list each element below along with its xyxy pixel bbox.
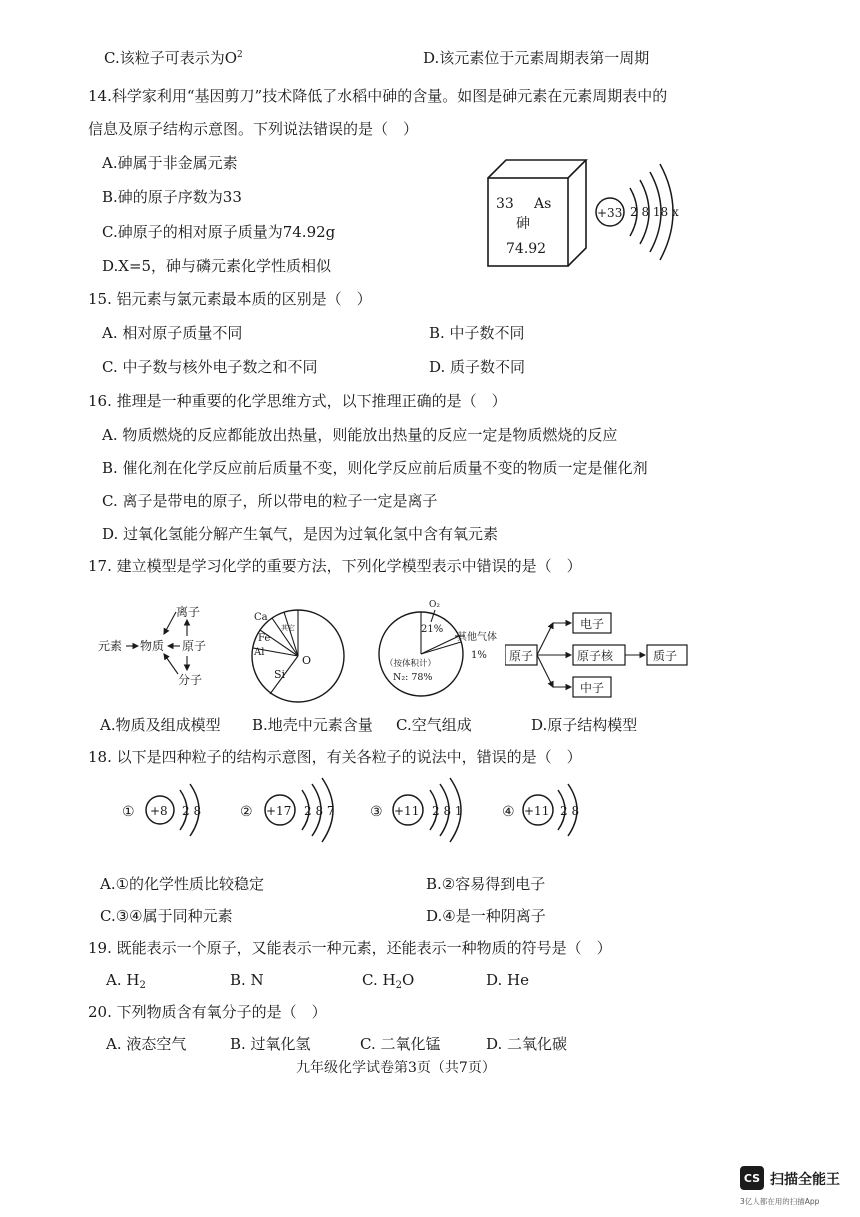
air-label-n2: N₂: 78% (393, 672, 433, 683)
air-label-other: 其他气体 (457, 632, 497, 643)
q20-option-a: A. 液态空气 (106, 1035, 187, 1053)
q14-stem-2: 信息及原子结构示意图。下列说法错误的是（ ） (88, 120, 419, 138)
q20-stem: 20. 下列物质含有氧分子的是（ ） (88, 1003, 327, 1021)
q15-option-c: C. 中子数与核外电子数之和不同 (102, 358, 318, 376)
camscanner-logo-icon: CS (740, 1166, 764, 1190)
particle-3 (370, 778, 463, 842)
q19-stem: 19. 既能表示一个原子，又能表示一种元素，还能表示一种物质的符号是（ ） (88, 939, 612, 957)
q17-option-d: D.原子结构模型 (531, 716, 638, 734)
model-a-substance: 物质 (140, 639, 165, 653)
q16-stem: 16. 推理是一种重要的化学思维方式，以下推理正确的是（ ） (88, 392, 507, 410)
atomic-mass: 74.92 (506, 241, 547, 257)
model-d-atom: 原子 (509, 649, 534, 663)
crust-label-si: Si (274, 668, 286, 681)
svg-text:2 8 1: 2 8 1 (432, 804, 463, 818)
q16-option-c: C. 离子是带电的原子，所以带电的粒子一定是离子 (102, 492, 438, 510)
svg-text:③: ③ (370, 804, 383, 820)
q18-particles (120, 776, 620, 848)
model-d-proton: 质子 (653, 649, 678, 663)
crust-label-fe: Fe (258, 633, 271, 644)
q20-option-b: B. 过氧化氢 (230, 1035, 311, 1053)
svg-text:+17: +17 (266, 804, 292, 818)
q17-option-a: A.物质及组成模型 (100, 716, 221, 734)
air-label-note: （按体积计） (385, 659, 437, 669)
scanner-watermark (740, 1166, 850, 1210)
q19-option-d: D. He (486, 971, 529, 989)
model-d-nucleus: 原子核 (577, 649, 614, 663)
q19-option-b: B. N (230, 971, 264, 989)
air-label-o2-pct: 21% (421, 624, 444, 635)
model-d-atom-structure (505, 607, 695, 702)
q18-option-a: A.①的化学性质比较稳定 (100, 875, 265, 893)
q15-option-b: B. 中子数不同 (429, 324, 525, 342)
q14-stem: 14.科学家利用“基因剪刀”技术降低了水稻中砷的含量。如图是砷元素在元素周期表中的 (88, 87, 668, 105)
element-name: 砷 (516, 216, 530, 232)
q16-option-a: A. 物质燃烧的反应都能放出热量，则能放出热量的反应一定是物质燃烧的反应 (102, 426, 618, 444)
svg-text:2 8 7: 2 8 7 (304, 804, 335, 818)
air-label-o2: O₂ (429, 600, 440, 610)
particle-4 (502, 784, 579, 836)
element-symbol: As (534, 196, 552, 212)
q17-option-b: B.地壳中元素含量 (252, 716, 373, 734)
q20-option-c: C. 二氧化锰 (360, 1035, 441, 1053)
arsenic-nucleus-charge: +33 (597, 206, 623, 220)
model-a-element: 元素 (98, 639, 123, 653)
air-label-other-pct: 1% (471, 650, 487, 661)
model-b-crust-pie (248, 600, 368, 710)
model-d-neutron: 中子 (580, 681, 605, 695)
watermark-tagline: 3亿人都在用的扫描App (740, 1197, 820, 1206)
model-a-ion: 离子 (176, 605, 201, 619)
option-c-prev: C.该粒子可表示为$O^2$ (104, 49, 243, 67)
model-a-composition (92, 598, 242, 698)
svg-text:+11: +11 (394, 804, 420, 818)
q14-option-c: C.砷原子的相对原子质量为74.92g (102, 223, 336, 241)
model-d-electron: 电子 (580, 617, 605, 631)
q16-option-d: D. 过氧化氢能分解产生氧气，是因为过氧化氢中含有氧元素 (102, 525, 499, 543)
model-a-atom: 原子 (182, 639, 207, 653)
q14-option-d: D.X=5，砷与磷元素化学性质相似 (102, 257, 332, 275)
svg-text:+8: +8 (150, 804, 168, 818)
q14-option-b: B.砷的原子序数为33 (102, 188, 242, 206)
crust-label-o: O (302, 654, 312, 667)
model-a-molecule: 分子 (178, 673, 203, 687)
q15-option-d: D. 质子数不同 (429, 358, 526, 376)
q19-option-a: A. $H_2$ (106, 971, 146, 991)
crust-label-al: Al (254, 647, 265, 658)
crust-label-ca: Ca (254, 612, 268, 623)
svg-text:2 8: 2 8 (560, 804, 580, 818)
model-c-air-pie (375, 596, 505, 708)
q18-option-d: D.④是一种阴离子 (426, 907, 546, 925)
particle-2 (240, 778, 335, 842)
q18-option-b: B.②容易得到电子 (426, 875, 546, 893)
q17-option-c: C.空气组成 (396, 716, 472, 734)
q14-option-a: A.砷属于非金属元素 (102, 154, 238, 172)
q20-option-d: D. 二氧化碳 (486, 1035, 568, 1053)
q15-option-a: A. 相对原子质量不同 (102, 324, 243, 342)
arsenic-figure (480, 152, 700, 274)
page-footer: 九年级化学试卷第3页（共7页） (296, 1060, 496, 1076)
svg-text:①: ① (122, 804, 135, 820)
q17-stem: 17. 建立模型是学习化学的重要方法，下列化学模型表示中错误的是（ ） (88, 557, 582, 575)
atomic-number: 33 (496, 196, 514, 212)
crust-label-other: 其它 (281, 624, 295, 632)
option-d-prev: D.该元素位于元素周期表第一周期 (423, 49, 650, 67)
svg-text:2 8: 2 8 (182, 804, 202, 818)
q19-option-c: C. $H_2O$ (362, 971, 415, 991)
arsenic-electron-counts: 2 8 18 x (630, 205, 679, 219)
particle-1 (122, 784, 201, 836)
svg-text:④: ④ (502, 804, 515, 820)
q15-stem: 15. 铝元素与氯元素最本质的区别是（ ） (88, 290, 372, 308)
watermark-name: 扫描全能王 (770, 1172, 840, 1188)
q18-stem: 18. 以下是四种粒子的结构示意图，有关各粒子的说法中，错误的是（ ） (88, 748, 582, 766)
q16-option-b: B. 催化剂在化学反应前后质量不变，则化学反应前后质量不变的物质一定是催化剂 (102, 459, 648, 477)
q18-option-c: C.③④属于同种元素 (100, 907, 233, 925)
svg-text:②: ② (240, 804, 253, 820)
svg-text:+11: +11 (524, 804, 550, 818)
